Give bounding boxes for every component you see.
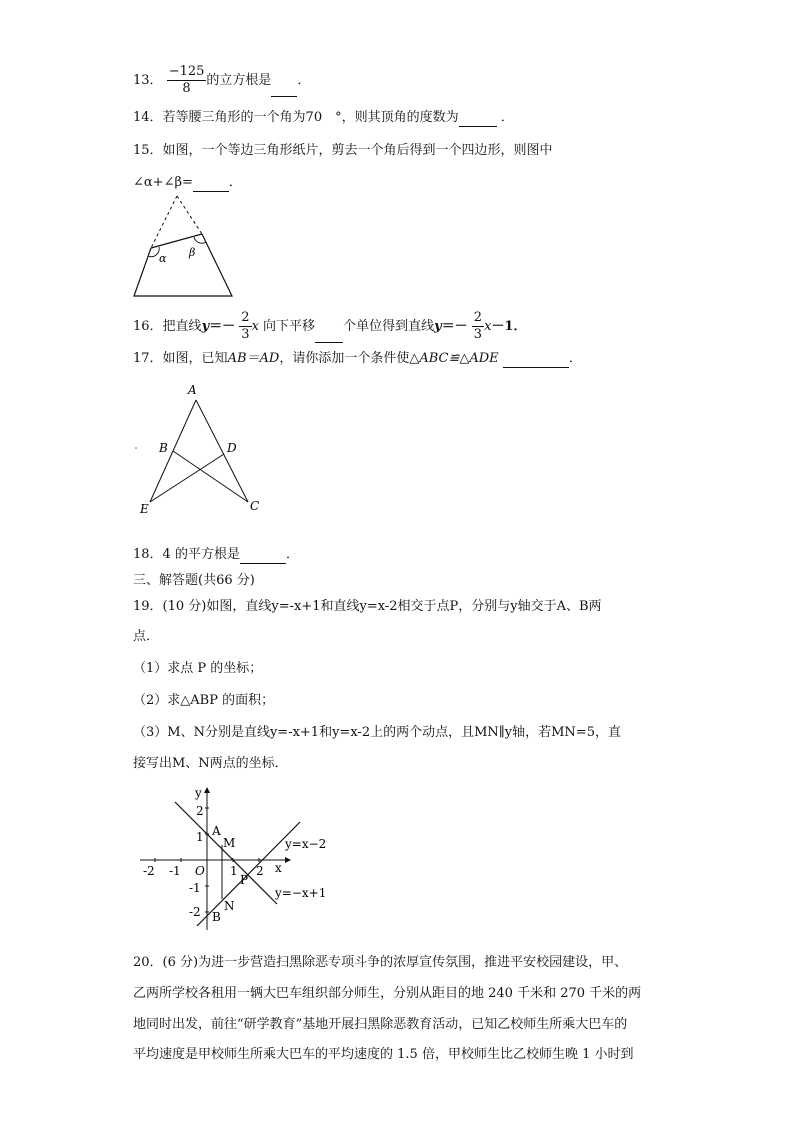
q20-line-2: 乙两所学校各租用一辆大巴车组织部分师生，分别从距目的地 240 千米和 270 千米的两 [133, 986, 642, 1001]
q17-answer-blank [503, 353, 569, 368]
alpha-label: α [159, 252, 167, 265]
q16-number: 16． [133, 319, 163, 334]
q14-text: 若等腰三角形的一个角为70 °，则其顶角的度数为 [162, 110, 459, 125]
q16-frac2-num: 2 [473, 310, 483, 325]
point-B-label: B [212, 910, 221, 924]
question-18: 18．4 的平方根是 ． [133, 547, 299, 562]
tick-label-y-1: 1 [196, 830, 204, 844]
line1-label: y=x−2 [285, 837, 327, 851]
point-A-label: A [212, 824, 221, 838]
tick-label-y-2: 2 [196, 804, 204, 818]
tick-label-x-neg2: -2 [143, 864, 155, 878]
q16-fraction-1 [239, 310, 251, 343]
q17-number: 17． [133, 351, 163, 366]
quadrilateral-outline [134, 234, 232, 296]
q18-text: 4 的平方根是 [162, 547, 240, 562]
cut-corner-right-dashed [177, 196, 202, 234]
q19-part-2: （2）求△ABP 的面积； [133, 693, 275, 708]
stray-dot [135, 447, 137, 449]
q19-score: (10 分) [162, 599, 207, 614]
point-P-label: P [240, 873, 249, 887]
tick-label-y-neg1: -1 [189, 881, 201, 895]
tick-label-y-neg2: -2 [189, 905, 201, 919]
q16-text-4: －1． [491, 319, 527, 334]
line-AC [196, 400, 248, 502]
question-20 [133, 954, 627, 972]
q19-part-1: （1）求点 P 的坐标； [133, 661, 263, 676]
q17-condition: AB＝AD [227, 351, 280, 366]
question-16 [133, 310, 526, 343]
label-E: E [140, 502, 149, 516]
q16-text-1: 把直线 [162, 319, 202, 334]
point-M-label: M [223, 836, 236, 850]
q17-congruence: △ABC≌△ADE [409, 351, 499, 366]
q13-text: 的立方根是 [206, 73, 272, 88]
q15-angle-sum: ∠α+∠β= [133, 175, 193, 190]
q19-line-2: 点． [133, 629, 160, 644]
q16-answer-blank [315, 328, 343, 343]
q15-number: 15． [133, 143, 163, 158]
q15-text: 如图，一个等边三角形纸片，剪去一个角后得到一个四边形，则图中 [162, 143, 553, 158]
question-19 [133, 598, 602, 616]
q16-text-3: 个单位得到直线 [343, 319, 435, 334]
x-axis-arrow-icon [285, 857, 291, 863]
q16-x1: x [251, 319, 259, 334]
q13-number: 13． [133, 73, 163, 88]
q19-number: 19． [133, 599, 163, 614]
beta-label: β [189, 246, 196, 259]
q18-answer-blank [240, 549, 286, 564]
label-A: A [188, 383, 197, 397]
label-D: D [227, 441, 237, 455]
section-title: 三、解答题(共66 分) [133, 573, 255, 588]
q20-score: (6 分) [162, 955, 199, 970]
origin-label: O [195, 864, 205, 878]
q15-figure [128, 190, 240, 300]
q19-part-3a: （3）M、N分别是直线y=-x+1和y=x-2上的两个动点，且MN∥y轴，若MN=5，直 [133, 725, 621, 740]
q17-text-2: ，请你添加一个条件使 [279, 351, 410, 366]
x-axis-label: x [275, 861, 282, 875]
q20-line-1: 为进一步营造扫黑除恶专项斗争的浓厚宣传氛围，推进平安校园建设，甲、 [198, 955, 628, 970]
cut-corner-left-dashed [151, 196, 177, 248]
q14-answer-blank [459, 112, 497, 127]
q13-frac-num: −125 [168, 64, 205, 79]
q16-frac1-num: 2 [241, 310, 250, 325]
y-axis-label: y [195, 786, 202, 800]
line-BC [173, 451, 248, 502]
q20-line-4: 平均速度是甲校师生所乘大巴车的平均速度的 1.5 倍，甲校师生比乙校师生晚 1 小时到 [133, 1047, 634, 1062]
q16-y2: y [434, 319, 442, 334]
y-axis-arrow-icon [204, 787, 210, 793]
q13-frac-den: 8 [182, 81, 191, 96]
tick-label-x-1: 1 [230, 864, 238, 878]
label-B: B [159, 441, 168, 455]
q17-figure [130, 380, 270, 520]
q16-y1: y [201, 319, 210, 334]
point-N-label: N [224, 899, 235, 913]
question-15 [133, 142, 553, 160]
q16-frac1-den: 3 [241, 327, 250, 342]
q17-text-1: 如图，已知 [162, 351, 228, 366]
question-14: 14．若等腰三角形的一个角为70 °，则其顶角的度数为 ． [133, 110, 514, 125]
q16-x2: x [484, 319, 492, 334]
q18-number: 18． [133, 547, 163, 562]
q20-line-3: 地同时出发，前往“研学教育”基地开展扫黑除恶教育活动，已知乙校师生所乘大巴车的 [133, 1017, 628, 1032]
line2-label: y=−x+1 [275, 886, 327, 900]
q16-fraction-2 [472, 310, 484, 343]
q14-number: 14． [133, 110, 163, 125]
tick-label-x-neg1: -1 [169, 864, 181, 878]
q16-eq2: ＝－ [441, 319, 468, 334]
label-C: C [250, 499, 260, 513]
q19-line-1: 如图，直线y=-x+1和直线y=x-2相交于点P，分别与y轴交于A、B两 [206, 599, 602, 614]
question-17: 17．如图，已知AB＝AD，请你添加一个条件使△ABC≌△ADE ． [133, 351, 582, 366]
tick-label-x-2: 2 [256, 864, 264, 878]
q16-text-2: 向下平移 [263, 319, 316, 334]
q19-graph [135, 785, 345, 935]
q20-number: 20． [133, 955, 163, 970]
question-13: 13． $\frac{-125}{8}$ 的立方根是 ． [133, 64, 311, 96]
q13-fraction [167, 64, 207, 97]
q16-eq1: ＝－ [209, 319, 236, 334]
question-15-line2: ∠α+∠β= ． [133, 175, 242, 190]
q13-answer-blank [271, 82, 297, 97]
q19-part-3b: 接写出M、N两点的坐标． [133, 756, 288, 771]
q16-frac2-den: 3 [473, 327, 483, 342]
